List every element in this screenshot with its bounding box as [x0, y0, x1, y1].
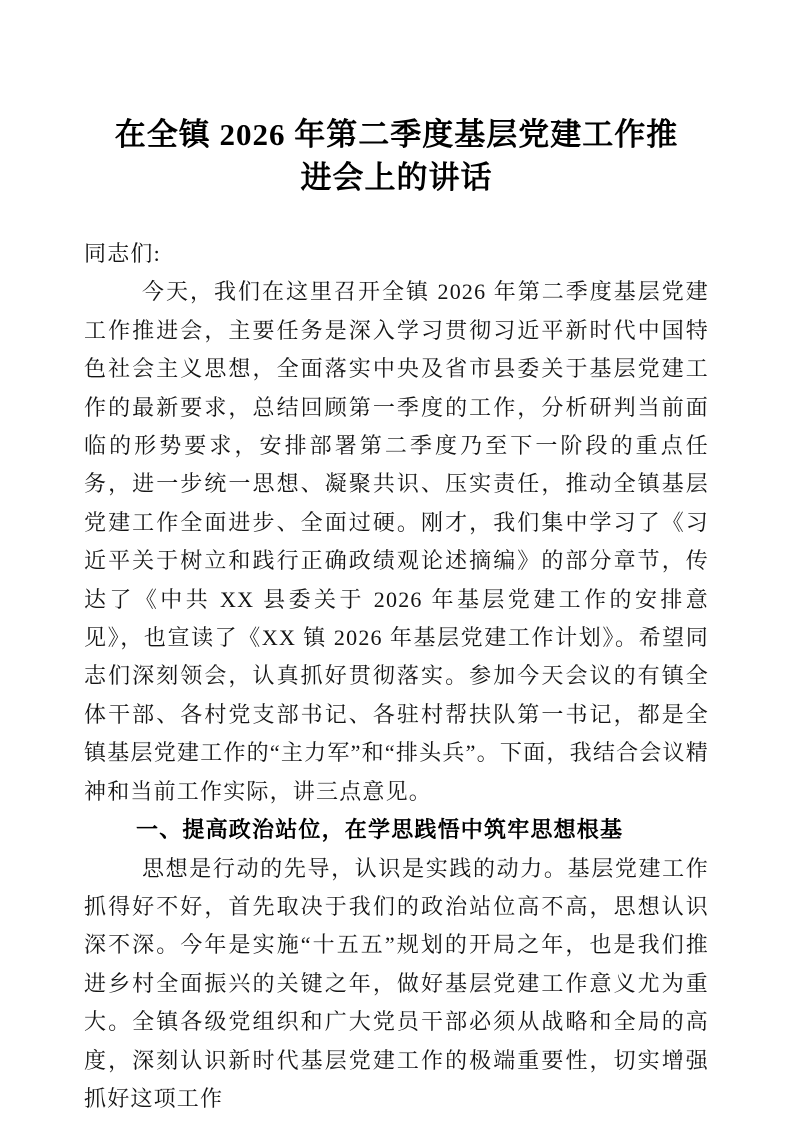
- document-title: [84, 113, 709, 199]
- document-title-line-2: 进会上的讲话: [300, 160, 493, 195]
- salutation: 同志们:: [84, 241, 161, 266]
- paragraph-opening: 今天，我们在这里召开全镇 2026 年第二季度基层党建工作推进会，主要任务是深入学习贯彻习近平新时代中国特色社会主义思想，全面落实中央及省市县委关于基层党建工作的最新要求，总结回顾第一季度的工作，分析研判当前面临的形势要求，安排部署第二季度乃至下一阶段的重点任务，进一步统一思想、凝聚共识、压实责任，推动全镇基层党建工作全面进步、全面过硬。刚才，我们集中学习了《习近平关于树立和践行正确政绩观论述摘编》的部分章节，传达了《中共 XX 县委关于 2026 年基层党建工作的安排意见》，也宣读了《XX 镇 2026 年基层党建工作计划》。希望同志们深刻领会，认真抓好贯彻落实。参加今天会议的有镇全体干部、各村党支部书记、各驻村帮扶队第一书记，都是全镇基层党建工作的“主力军”和“排头兵”。下面，我结合会议精神和当前工作实际，讲三点意见。: [84, 279, 709, 804]
- paragraph-section-1-body: 思想是行动的先导，认识是实践的动力。基层党建工作抓得好不好，首先取决于我们的政治站位高不高，思想认识深不深。今年是实施“十五五”规划的开局之年，也是我们推进乡村全面振兴的关键之年，做好基层党建工作意义尤为重大。全镇各级党组织和广大党员干部必须从战略和全局的高度，深刻认识新时代基层党建工作的极端重要性，切实增强抓好这项工作: [84, 855, 709, 1111]
- document-title-line-1: 在全镇 2026 年第二季度基层党建工作推: [114, 117, 679, 152]
- section-heading-1: 一、提高政治站位，在学思践悟中筑牢思想根基: [136, 817, 624, 843]
